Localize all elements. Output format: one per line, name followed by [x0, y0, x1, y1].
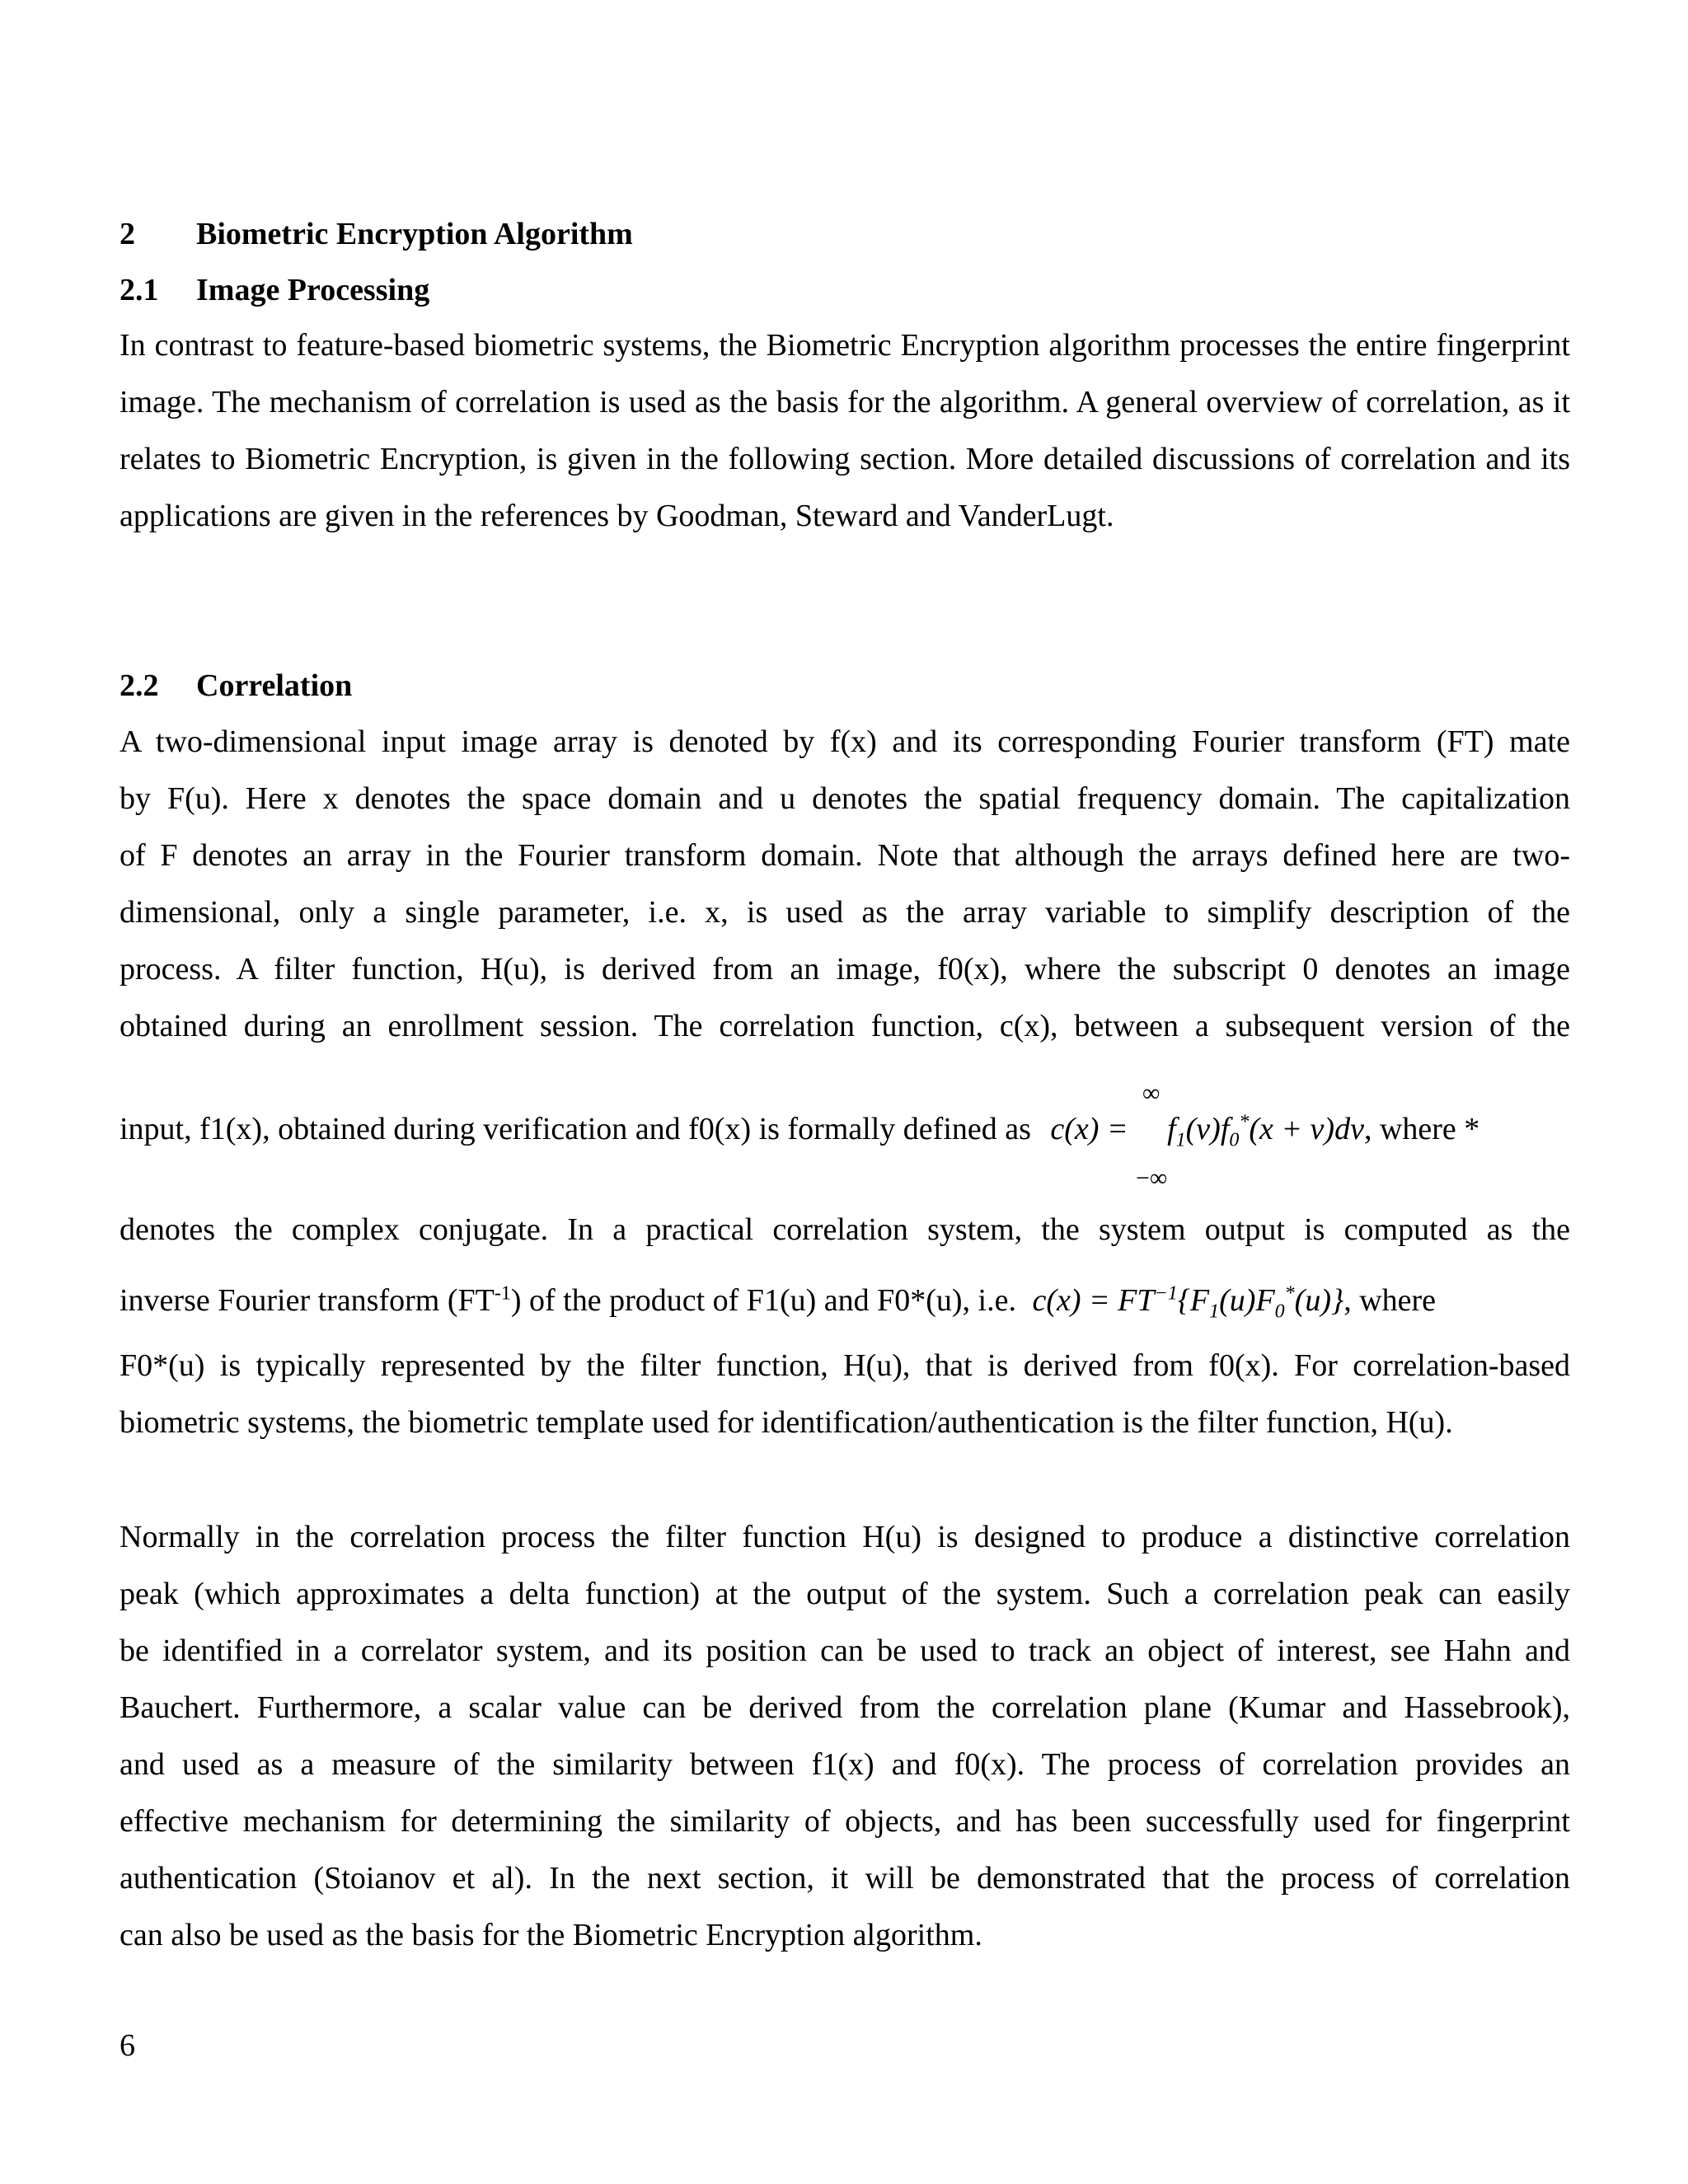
section-title: Image Processing [196, 273, 430, 307]
text-line: by F(u). Here x denotes the space domain and u denotes the spatial frequency domain. The capitalization [120, 781, 1570, 816]
text-line-with-formula: inverse Fourier transform $(FT^{-1})$ of the product of F1(u) and F0*(u), i.e. $c(x) = FT^{-1}\{F_1(u)F_0^*(u)\}$, where [120, 1282, 1437, 1323]
text-fragment: , where * [1363, 1112, 1480, 1146]
correlation-integral-formula: c(x) = $f_1(v)f_0^*(x + v)dv$ [1050, 1111, 1364, 1151]
text-fragment: , where [1343, 1283, 1437, 1318]
text-line: authentication (Stoianov et al). In the next section, it will be demonstrated that the process of correlation [120, 1861, 1570, 1896]
text-line: be identified in a correlator system, and its position can be used to track an object of interest, see Hahn and [120, 1633, 1570, 1668]
section-heading-2-2 [120, 668, 352, 704]
section-number: 2 [120, 217, 135, 251]
page-number: 6 [120, 2028, 135, 2063]
section-title: Biometric Encryption Algorithm [196, 217, 633, 251]
inverse-fourier-formula: $c(x) = FT^{-1}\{F_1(u)F_0^*(u)\}$ [1032, 1282, 1344, 1323]
text-fragment: ) of the product of F1(u) and F0*(u), i.e. [510, 1283, 1016, 1318]
text-line: dimensional, only a single parameter, i.e. x, is used as the array variable to simplify description of the [120, 895, 1570, 930]
text-line: effective mechanism for determining the similarity of objects, and has been successfully used for fingerprint [120, 1804, 1570, 1839]
text-line: Bauchert. Furthermore, a scalar value can be derived from the correlation plane (Kumar and Hassebrook), [120, 1690, 1570, 1725]
text-line: of F denotes an array in the Fourier transform domain. Note that although the arrays defined here are two- [120, 838, 1570, 873]
text-line: obtained during an enrollment session. The correlation function, c(x), between a subsequent version of the [120, 1009, 1570, 1043]
section-title: Correlation [196, 668, 353, 703]
text-fragment: inverse Fourier transform (FT [120, 1283, 495, 1318]
text-fragment: input, f1(x), obtained during verification and f0(x) is formally defined as [120, 1112, 1031, 1146]
integral-lower-limit: −∞ [1136, 1165, 1168, 1192]
text-line: denotes the complex conjugate. In a practical correlation system, the system output is computed as the [120, 1212, 1570, 1247]
text-line: biometric systems, the biometric template used for identification/authentication is the filter function, H(u). [120, 1405, 1453, 1440]
text-line: peak (which approximates a delta function) at the output of the system. Such a correlation peak can easily [120, 1577, 1570, 1611]
text-line: Normally in the correlation process the filter function H(u) is designed to produce a distinctive correlation [120, 1520, 1570, 1554]
image-processing-paragraph: In contrast to feature-based biometric systems, the Biometric Encryption algorithm processes the entire fingerprint image. The mechanism of correlation is used as the basis for the algorithm. A general overview of correlation, as it relates to Biometric Encryption, is given in the following section. More detailed discussions of correlation and its applications are given in the references by Goodman, Steward and VanderLugt. [120, 328, 1570, 533]
text-line: and used as a measure of the similarity between f1(x) and f0(x). The process of correlation provides an [120, 1747, 1570, 1782]
section-number: 2.1 [120, 273, 159, 307]
integral-upper-limit: ∞ [1142, 1080, 1160, 1107]
text-line: F0*(u) is typically represented by the filter function, H(u), that is derived from f0(x). For correlation-based [120, 1348, 1570, 1383]
section-number: 2.2 [120, 668, 159, 703]
section-heading-2-1 [120, 272, 429, 308]
text-line: process. A filter function, H(u), is derived from an image, f0(x), where the subscript 0 denotes an image [120, 952, 1570, 987]
text-line: can also be used as the basis for the Biometric Encryption algorithm. [120, 1918, 982, 1952]
text-line-with-integral [120, 1111, 1570, 1151]
text-line: A two-dimensional input image array is denoted by f(x) and its corresponding Fourier transform (FT) mate [120, 724, 1570, 759]
section-heading-2 [120, 216, 633, 252]
